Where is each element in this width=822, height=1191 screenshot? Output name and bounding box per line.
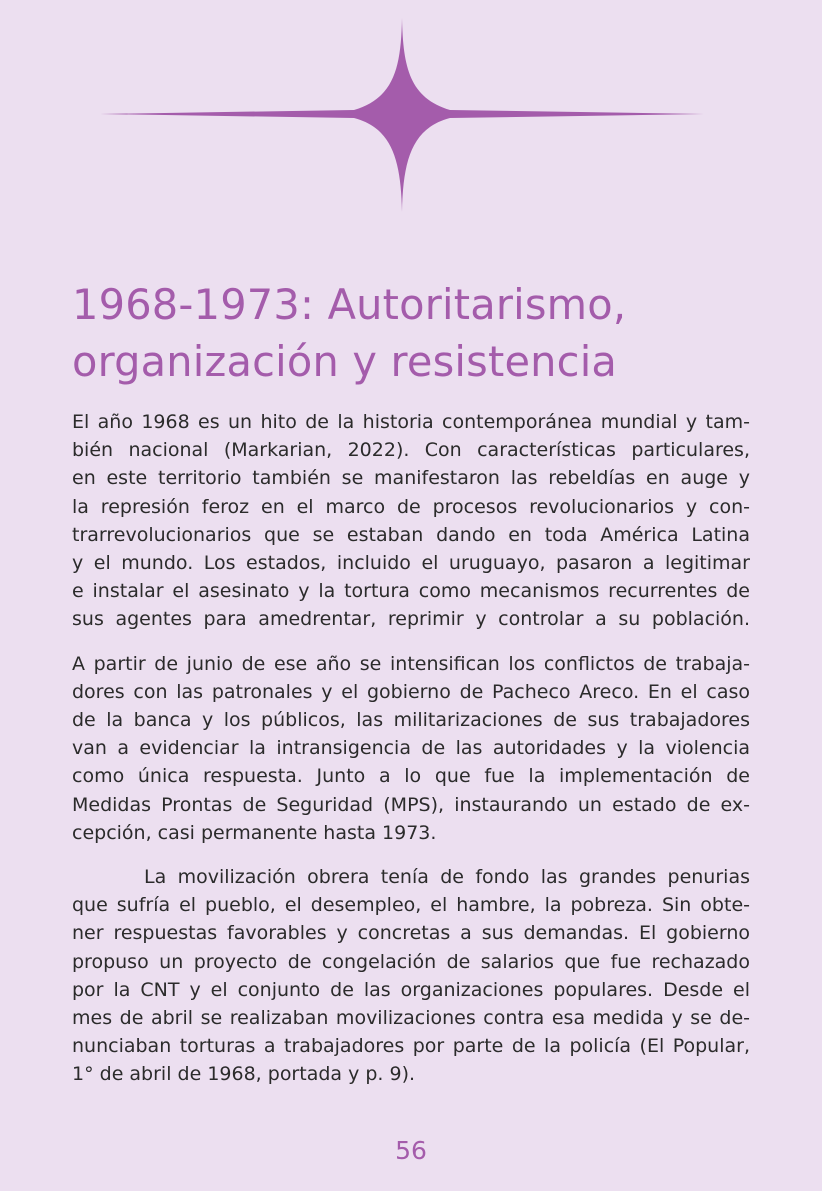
text-line: como única respuesta. Junto a lo que fue la implementación de <box>72 765 750 788</box>
text-line: ner respuestas favorables y concretas a sus demandas. El gobierno <box>72 922 750 945</box>
text-line: dores con las patronales y el gobierno de Pacheco Areco. En el caso <box>72 680 750 703</box>
four-point-star-icon <box>100 18 704 212</box>
text-line: propuso un proyecto de congelación de salarios que fue rechazado <box>72 950 750 973</box>
text-line: sus agentes para amedrentar, reprimir y controlar a su población. <box>72 608 750 631</box>
text-line: cepción, casi permanente hasta 1973. <box>72 821 437 844</box>
text-line: de la banca y los públicos, las militarizaciones de sus trabajadores <box>72 709 750 732</box>
title-line: organización y resistencia <box>72 337 618 386</box>
paragraph <box>72 408 750 634</box>
text-line: en este territorio también se manifestaron las rebeldías en auge y <box>72 467 750 490</box>
text-line: bién nacional (Markarian, 2022). Con características particulares, <box>72 439 750 462</box>
text-line: trarrevolucionarios que se estaban dando en toda América Latina <box>72 523 750 546</box>
text-line: la represión feroz en el marco de procesos revolucionarios y con- <box>72 495 750 518</box>
text-line: La movilización obrera tenía de fondo las grandes penurias <box>144 866 750 889</box>
text-line: nunciaban torturas a trabajadores por parte de la policía (El Popular, <box>72 1035 750 1058</box>
text-line: van a evidenciar la intransigencia de las autoridades y la violencia <box>72 737 750 760</box>
page-title <box>72 276 772 390</box>
text-line: y el mundo. Los estados, incluido el uruguayo, pasaron a legitimar <box>72 552 750 575</box>
text-line: mes de abril se realizaban movilizaciones contra esa medida y se de- <box>72 1007 750 1030</box>
paragraph <box>72 650 750 847</box>
text-line: por la CNT y el conjunto de las organizaciones populares. Desde el <box>72 978 750 1001</box>
paragraph <box>72 863 750 1089</box>
title-line: 1968-1973: Autoritarismo, <box>72 280 627 329</box>
text-line: e instalar el asesinato y la tortura como mecanismos recurrentes de <box>72 580 750 603</box>
text-line: 1° de abril de 1968, portada y p. 9). <box>72 1063 416 1086</box>
body-text <box>72 408 750 1089</box>
text-line: El año 1968 es un hito de la historia contemporánea mundial y tam- <box>72 411 750 433</box>
text-line: que sufría el pueblo, el desempleo, el hambre, la pobreza. Sin obte- <box>72 894 750 917</box>
text-line: Medidas Prontas de Seguridad (MPS), instaurando un estado de ex- <box>72 793 750 816</box>
page-number: 56 <box>395 1136 427 1165</box>
text-line: A partir de junio de ese año se intensifican los conflictos de trabaja- <box>72 652 750 675</box>
